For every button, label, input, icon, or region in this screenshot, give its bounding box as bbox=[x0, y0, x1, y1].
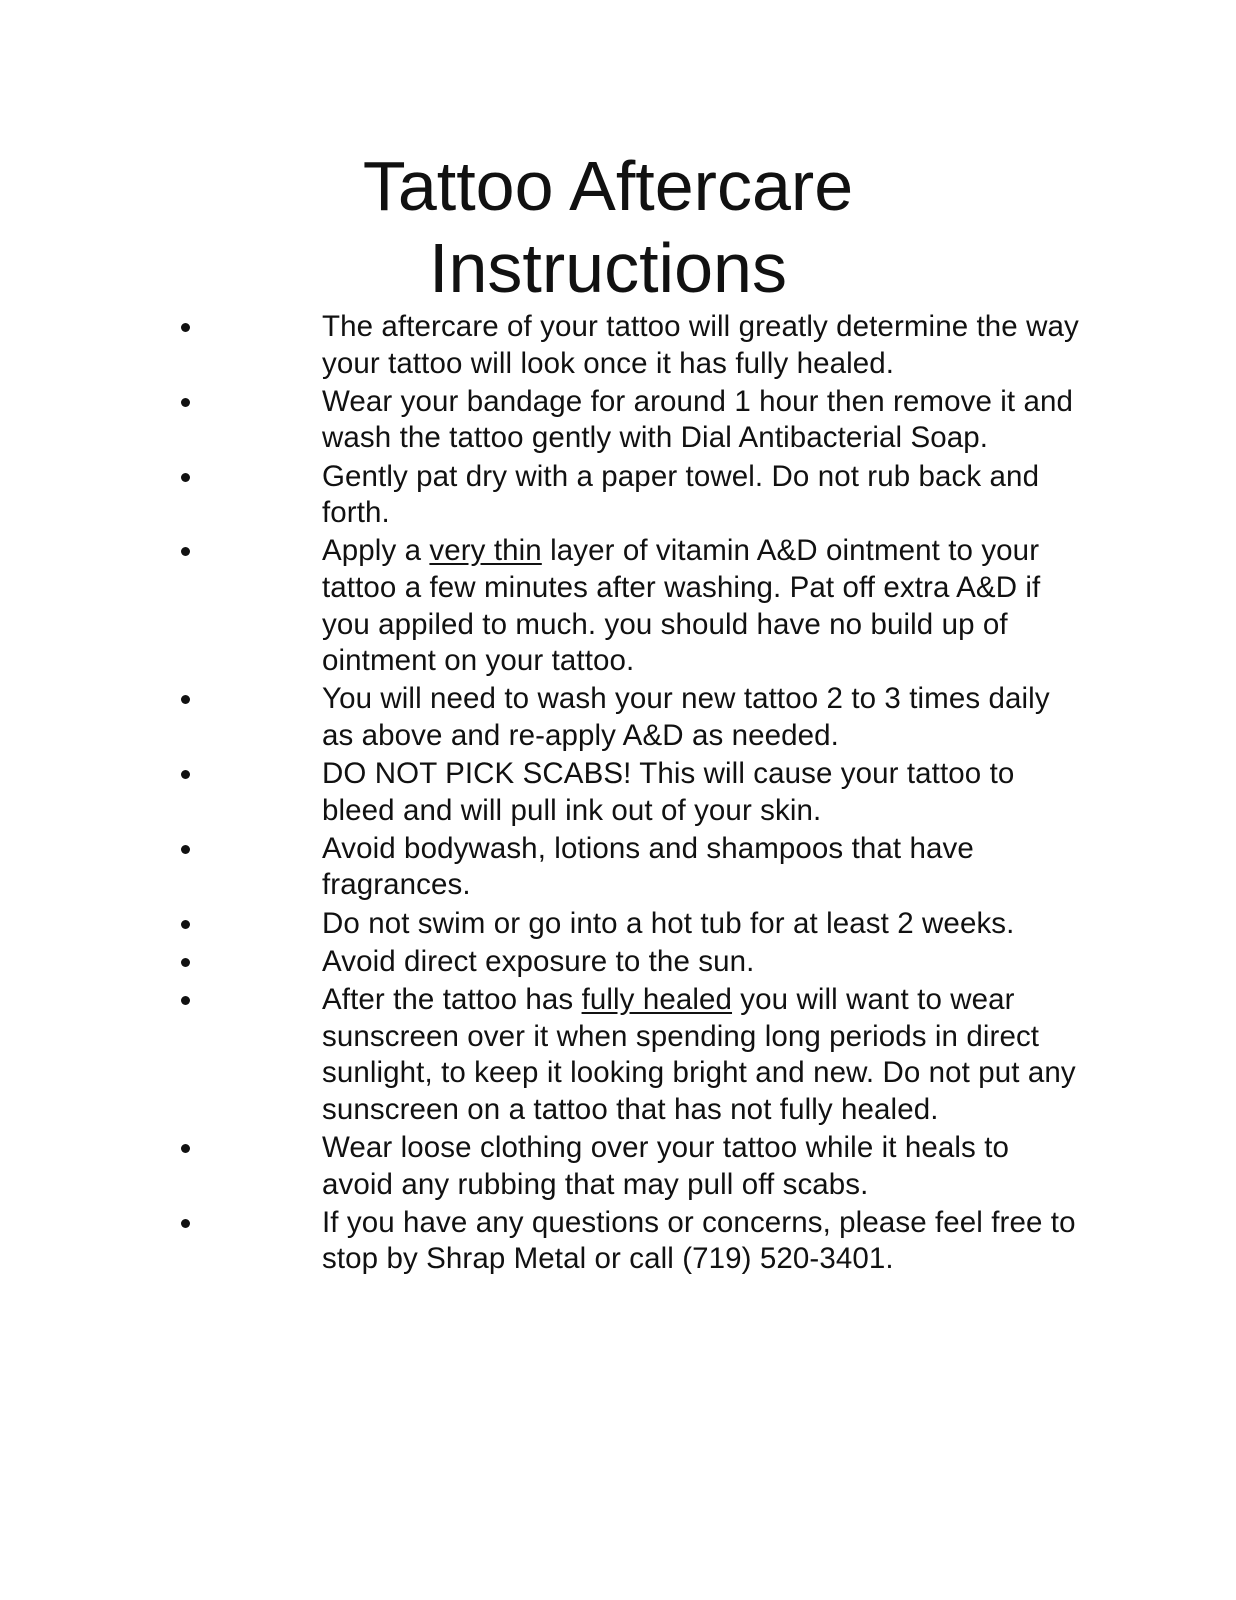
title-line-1: Tattoo Aftercare bbox=[362, 147, 854, 225]
item-text-after: you will want to wear sunscreen over it when spending long periods in direct sunlight, to keep it looking bright and new. Do not put any sunscreen on a tattoo that has not fully healed. bbox=[322, 983, 1076, 1126]
list-item bbox=[0, 831, 1236, 904]
bullet-icon bbox=[181, 695, 190, 704]
list-item bbox=[0, 459, 1236, 532]
bullet-icon bbox=[181, 958, 190, 967]
page-title bbox=[0, 145, 1216, 309]
item-text: Gently pat dry with a paper towel. Do not rub back and forth. bbox=[322, 459, 1040, 530]
list-item bbox=[0, 982, 1236, 1128]
bullet-icon bbox=[181, 845, 190, 854]
list-item bbox=[0, 1130, 1236, 1203]
item-text: Wear your bandage for around 1 hour then remove it and wash the tattoo gently with Dial Antibacterial Soap. bbox=[322, 384, 1074, 455]
item-text: Avoid direct exposure to the sun. bbox=[322, 944, 755, 978]
item-text-underlined: fully healed bbox=[581, 983, 733, 1017]
bullet-icon bbox=[181, 920, 190, 929]
bullet-icon bbox=[181, 1219, 190, 1228]
bullet-icon bbox=[181, 398, 190, 407]
bullet-icon bbox=[181, 1144, 190, 1153]
item-text-after: layer of vitamin A&D ointment to your tattoo a few minutes after washing. Pat off extra A&D if you appiled to much. you should have no build up of ointment on your tattoo. bbox=[322, 534, 1041, 678]
item-text: The aftercare of your tattoo will greatly determine the way your tattoo will look once it has fully healed. bbox=[322, 310, 1079, 380]
item-text-before: Apply a bbox=[322, 534, 430, 568]
item-text-before: After the tattoo has bbox=[322, 983, 582, 1017]
bullet-icon bbox=[181, 770, 190, 779]
list-item bbox=[0, 309, 1236, 382]
bullet-icon bbox=[181, 323, 190, 332]
item-text: You will need to wash your new tattoo 2 to 3 times daily as above and re-apply A&D as needed. bbox=[322, 682, 1050, 752]
list-item bbox=[0, 756, 1236, 829]
bullet-icon bbox=[181, 996, 190, 1005]
list-item bbox=[0, 384, 1236, 457]
item-text: Do not swim or go into a hot tub for at least 2 weeks. bbox=[322, 906, 1015, 940]
list-item bbox=[0, 944, 1236, 981]
list-item bbox=[0, 906, 1236, 943]
title-line-2: Instructions bbox=[429, 229, 787, 307]
bullet-icon bbox=[181, 547, 190, 556]
list-item bbox=[0, 681, 1236, 754]
item-text: Wear loose clothing over your tattoo while it heals to avoid any rubbing that may pull off scabs. bbox=[322, 1131, 1009, 1201]
bullet-icon bbox=[181, 473, 190, 482]
list-item bbox=[0, 1205, 1236, 1278]
item-text: Avoid bodywash, lotions and shampoos that have fragrances. bbox=[322, 831, 974, 902]
item-text: If you have any questions or concerns, please feel free to stop by Shrap Metal or call (719) 520-3401. bbox=[322, 1205, 1076, 1276]
instructions-list bbox=[0, 309, 1236, 1280]
item-text: DO NOT PICK SCABS! This will cause your tattoo to bleed and will pull ink out of your skin. bbox=[322, 757, 1015, 827]
list-item bbox=[0, 533, 1236, 679]
item-text-underlined: very thin bbox=[429, 534, 542, 568]
